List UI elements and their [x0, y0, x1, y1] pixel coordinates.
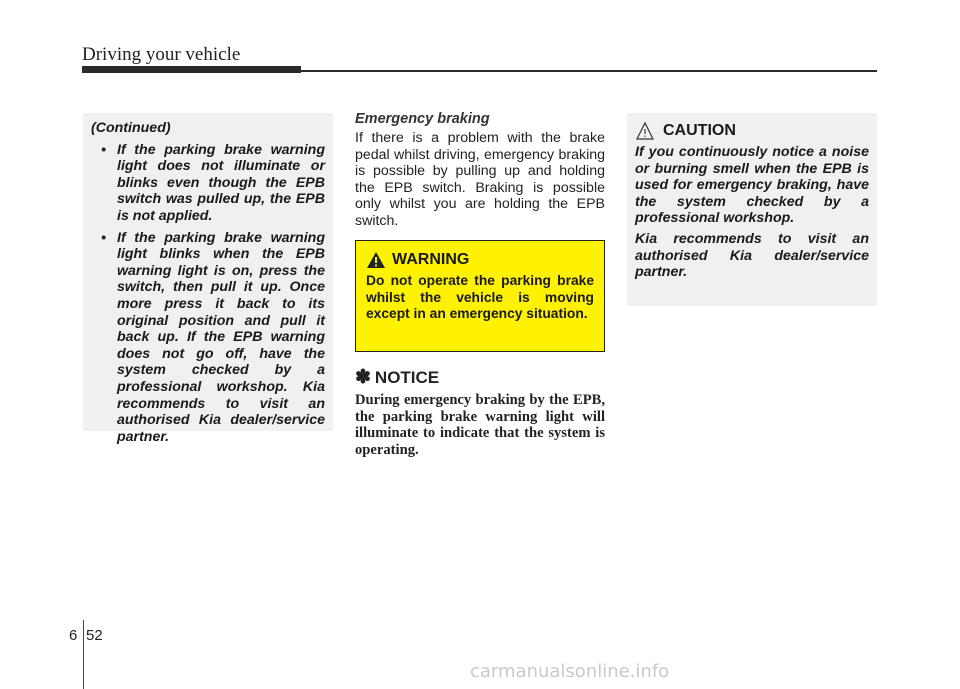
notice-title: NOTICE [374, 367, 440, 387]
notice-body: During emergency braking by the EPB, the parking brake warning light will illuminate to indicate that the system is operating. [355, 392, 605, 458]
section-number: 6 [69, 627, 78, 644]
section-body: If there is a problem with the brake pedal whilst driving, emergency braking is possible by pulling up and holding the EPB switch. Braking is possible only whilst you are holding the EPB switch. [355, 130, 605, 229]
continued-box [83, 113, 333, 445]
header-rule-thick [82, 66, 301, 73]
caution-paragraph: If you continuously notice a noise or burning smell when the EPB is used for emergency braking, have the system checked by a professional workshop. [635, 144, 869, 227]
caution-paragraph: Kia recommends to visit an authorised Kia dealer/service partner. [635, 230, 869, 281]
page-number: 52 [86, 627, 103, 644]
caution-title-row [635, 121, 869, 141]
bullet-text: If the parking brake warning light does not illuminate or blinks even though the EPB switch was pulled up, the EPB is not applied. [117, 141, 325, 224]
page-header-title: Driving your vehicle [82, 44, 241, 65]
continued-label: (Continued) [91, 120, 171, 136]
list-item [91, 230, 325, 446]
caution-box [627, 113, 877, 306]
watermark: carmanualsonline.info [470, 661, 670, 682]
footer-divider [83, 620, 84, 689]
bullet-icon: • [101, 141, 106, 158]
notice-heading [355, 366, 439, 389]
warning-box [355, 240, 605, 352]
caution-triangle-icon [635, 121, 655, 141]
section-heading: Emergency braking [355, 111, 490, 127]
bullet-icon: • [101, 229, 106, 246]
header-rule-thin [301, 70, 877, 72]
bullet-text: If the parking brake warning light blinks when the EPB warning light is on, press the switch, then pull it up. Once more press it back to its original position and pull it back up. If the EPB warning does not go off, have the system checked by a professional workshop. Kia recommends to visit an authorised Kia dealer/service partner. [117, 229, 325, 445]
warning-body: Do not operate the parking brake whilst the vehicle is moving except in an emergency situation. [366, 273, 594, 322]
list-item [91, 142, 325, 225]
warning-title-row [366, 251, 594, 269]
notice-star-icon: ✽ [355, 367, 371, 388]
caution-title: CAUTION [663, 122, 736, 139]
emergency-braking-section [355, 111, 605, 230]
warning-title: WARNING [392, 251, 470, 268]
warning-triangle-icon [366, 251, 386, 269]
